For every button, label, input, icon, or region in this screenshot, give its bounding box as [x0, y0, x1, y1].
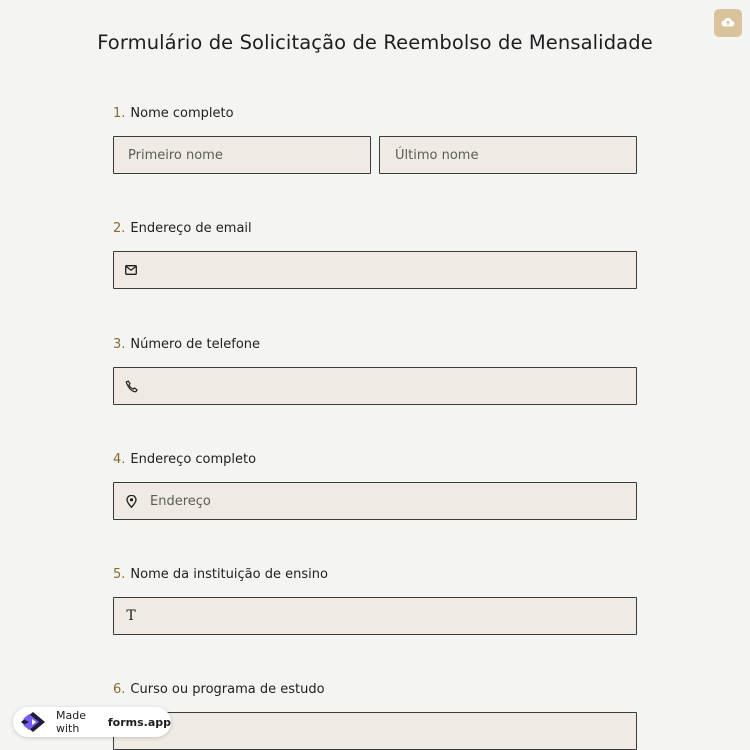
text-icon: T — [126, 608, 136, 624]
institution-input[interactable] — [113, 597, 637, 635]
question-label — [113, 220, 637, 238]
question-number: 6. — [113, 682, 126, 697]
question-number: 1. — [113, 106, 126, 121]
question-label — [113, 336, 637, 354]
question-text: Endereço de email — [130, 221, 252, 236]
question-text: Nome completo — [130, 106, 234, 121]
last-name-input[interactable] — [379, 136, 637, 174]
forms-app-logo-icon — [19, 710, 49, 734]
question-institution — [113, 566, 637, 624]
first-name-input[interactable] — [113, 136, 371, 174]
question-label — [113, 681, 637, 699]
question-full-name — [113, 105, 637, 163]
address-placeholder: Endereço — [150, 493, 211, 509]
question-text: Endereço completo — [130, 452, 257, 467]
last-name-placeholder: Último nome — [395, 147, 479, 163]
question-course — [113, 681, 637, 699]
phone-icon — [124, 379, 138, 393]
first-name-placeholder: Primeiro nome — [128, 147, 223, 163]
question-email — [113, 220, 637, 238]
question-number: 4. — [113, 452, 126, 467]
badge-prefix-text: Made with — [56, 709, 86, 735]
made-with-forms-app-badge[interactable] — [13, 707, 171, 737]
question-label — [113, 451, 637, 469]
badge-brand-text: forms.app — [107, 715, 171, 729]
question-number: 2. — [113, 221, 126, 236]
question-text: Número de telefone — [130, 337, 261, 352]
cloud-upload-button[interactable] — [714, 9, 742, 37]
email-input[interactable] — [113, 251, 637, 289]
course-input[interactable] — [113, 712, 637, 750]
question-text: Curso ou programa de estudo — [130, 682, 325, 697]
question-text: Nome da instituição de ensino — [130, 567, 328, 582]
question-address — [113, 451, 637, 509]
question-label — [113, 566, 637, 584]
question-label — [113, 105, 637, 123]
question-phone — [113, 336, 637, 354]
address-input[interactable] — [113, 482, 637, 520]
cloud-upload-icon — [721, 16, 735, 31]
question-number: 5. — [113, 567, 126, 582]
envelope-icon — [124, 263, 138, 277]
form-title: Formulário de Solicitação de Reembolso de Mensalidade — [97, 31, 653, 54]
question-number: 3. — [113, 337, 126, 352]
map-pin-icon — [124, 494, 138, 508]
phone-input[interactable] — [113, 367, 637, 405]
